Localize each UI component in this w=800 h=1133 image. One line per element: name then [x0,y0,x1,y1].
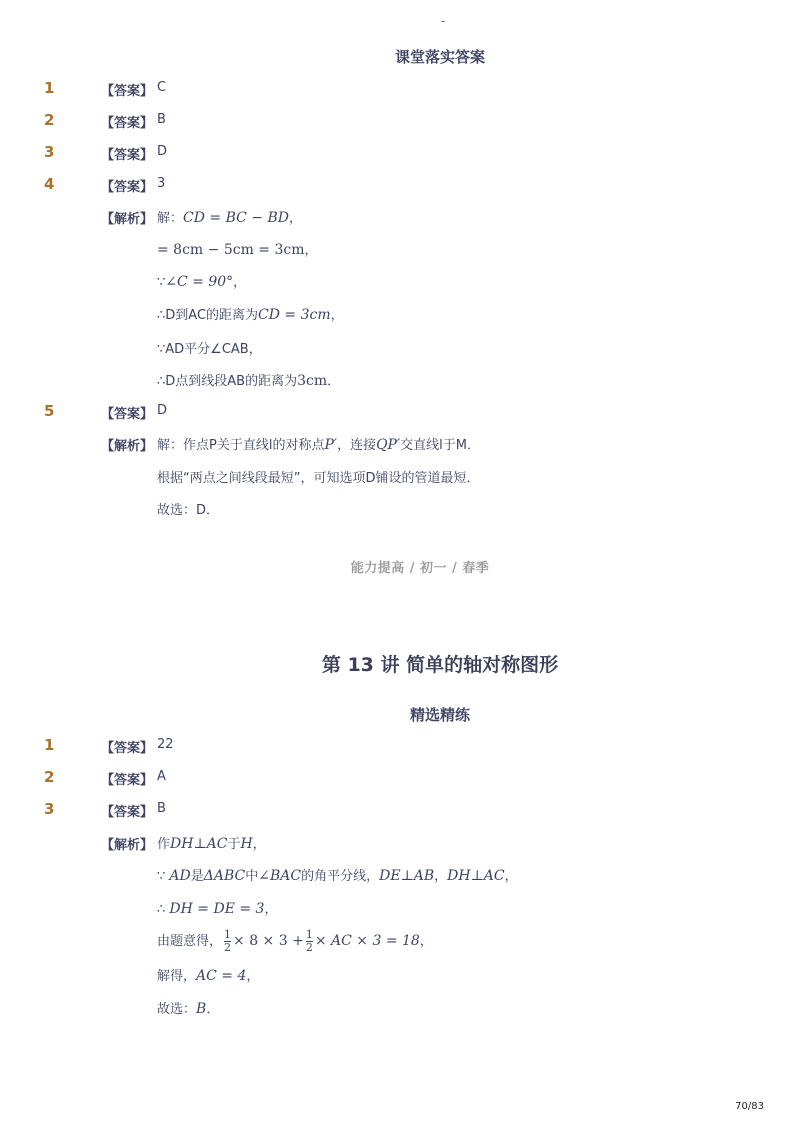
solution-text: ， [289,211,303,226]
question-number: 3 [44,800,55,818]
solution-line: ∵AD平分∠CAB， [157,342,262,357]
solution-text: ， [504,869,518,884]
solution-line [157,922,433,961]
solution-text: 作 [157,837,171,852]
answer-value: B [157,112,166,127]
solution-text: 由题意得， [157,934,223,949]
math-expression: CD = BC − BD [183,210,289,226]
answer-tag: 【答案】 [101,148,154,163]
answer-value: A [157,769,166,784]
solution-line [157,207,302,226]
solution-text: 故选： [157,1002,197,1017]
fraction-numerator: 1 [305,928,313,941]
solution-text: ． [206,1002,220,1017]
analysis-tag: 【解析】 [101,212,154,227]
solution-text: ， [264,902,278,917]
math-expression: B [196,1001,207,1017]
solution-text: 中 [245,869,259,884]
solution-line: 故选：D． [157,503,220,518]
math-expression: P′ [324,437,338,453]
math-expression: × 8 × 3 + [233,933,304,949]
page-number: 70/83 [735,1101,764,1112]
answer-value: D [157,403,168,418]
solution-text: 于 [227,837,241,852]
answer-value: C [157,80,167,95]
math-expression: QP′ [376,437,401,453]
solution-text: ， [233,275,247,290]
fraction-one-half [224,929,231,954]
question-number: 1 [44,736,55,754]
solution-text: ∴D点到线段AB的距离为 [157,374,298,389]
page-footer: 能力提高 / 初一 / 春季 [350,561,490,576]
answer-value: 22 [157,737,174,752]
question-number: 2 [44,768,55,786]
math-expression: DE⊥AB [379,868,435,884]
solution-text: ∵ [157,275,166,290]
solution-line [157,833,266,852]
answer-value: 3 [157,176,166,191]
solution-text: ∵ [157,869,170,884]
math-expression: × AC × 3 = 18 [314,933,420,949]
solution-text: 是 [190,869,204,884]
math-expression: DH = DE = 3 [169,901,265,917]
answer-tag: 【答案】 [101,180,154,195]
solution-text: ， [252,837,266,852]
chapter-title: 第 13 讲 简单的轴对称图形 [321,654,559,676]
answer-tag: 【答案】 [101,773,154,788]
solution-line [157,239,318,258]
question-number: 2 [44,111,55,129]
solution-text: ， [330,308,344,323]
answer-tag: 【答案】 [101,407,154,422]
top-mark: - [441,14,446,28]
solution-text: 交直线l于M． [400,438,480,453]
solution-text: ． [327,374,341,389]
solution-text: ∴D到AC的距离为 [157,308,259,323]
fraction-one-half [306,929,313,954]
solution-text: ∴ [157,902,170,917]
math-expression: H [240,836,253,852]
math-expression: = 8cm − 5cm = 3cm [157,242,305,258]
math-expression: ∠C = 90° [165,274,234,290]
section-title-classroom-answers: 课堂落实答案 [394,48,485,66]
question-number: 4 [44,175,55,193]
math-expression: DH⊥AC [447,868,505,884]
answer-tag: 【答案】 [101,805,154,820]
solution-text: 的角平分线， [301,869,380,884]
solution-line [157,434,480,453]
fraction-numerator: 1 [224,928,232,941]
fraction-denominator: 2 [305,941,313,954]
solution-text: ， [419,934,433,949]
solution-line [157,898,277,917]
solution-line [157,965,259,984]
question-number: 1 [44,79,55,97]
answer-value: B [157,801,166,816]
solution-text: ，连接 [337,438,377,453]
answer-value: D [157,144,168,159]
solution-line [157,998,219,1017]
section-title-selected-practice: 精选精练 [409,706,470,724]
answer-tag: 【答案】 [101,741,154,756]
math-expression: ∠BAC [258,868,302,884]
solution-line [157,370,340,389]
solution-text: 解： [157,211,184,226]
math-expression: ΔABC [203,868,246,884]
math-expression: DH⊥AC [170,836,228,852]
solution-text: ， [304,243,318,258]
solution-line [157,304,344,323]
question-number: 5 [44,402,55,420]
solution-line: 根据“两点之间线段最短”，可知选项D铺设的管道最短． [157,471,480,486]
solution-text: ， [434,869,448,884]
question-number: 3 [44,143,55,161]
solution-text: 解：作点P关于直线l的对称点 [157,438,325,453]
math-expression: 3cm [297,373,328,389]
math-expression: AC = 4 [196,968,247,984]
analysis-tag: 【解析】 [101,838,154,853]
analysis-tag: 【解析】 [101,439,154,454]
solution-line [157,865,518,884]
solution-text: 解得， [157,969,197,984]
math-expression: CD = 3cm [258,307,331,323]
answer-tag: 【答案】 [101,84,154,99]
answer-tag: 【答案】 [101,116,154,131]
math-expression: AD [169,868,191,884]
solution-text: ， [246,969,260,984]
solution-line [157,271,246,290]
fraction-denominator: 2 [224,941,232,954]
